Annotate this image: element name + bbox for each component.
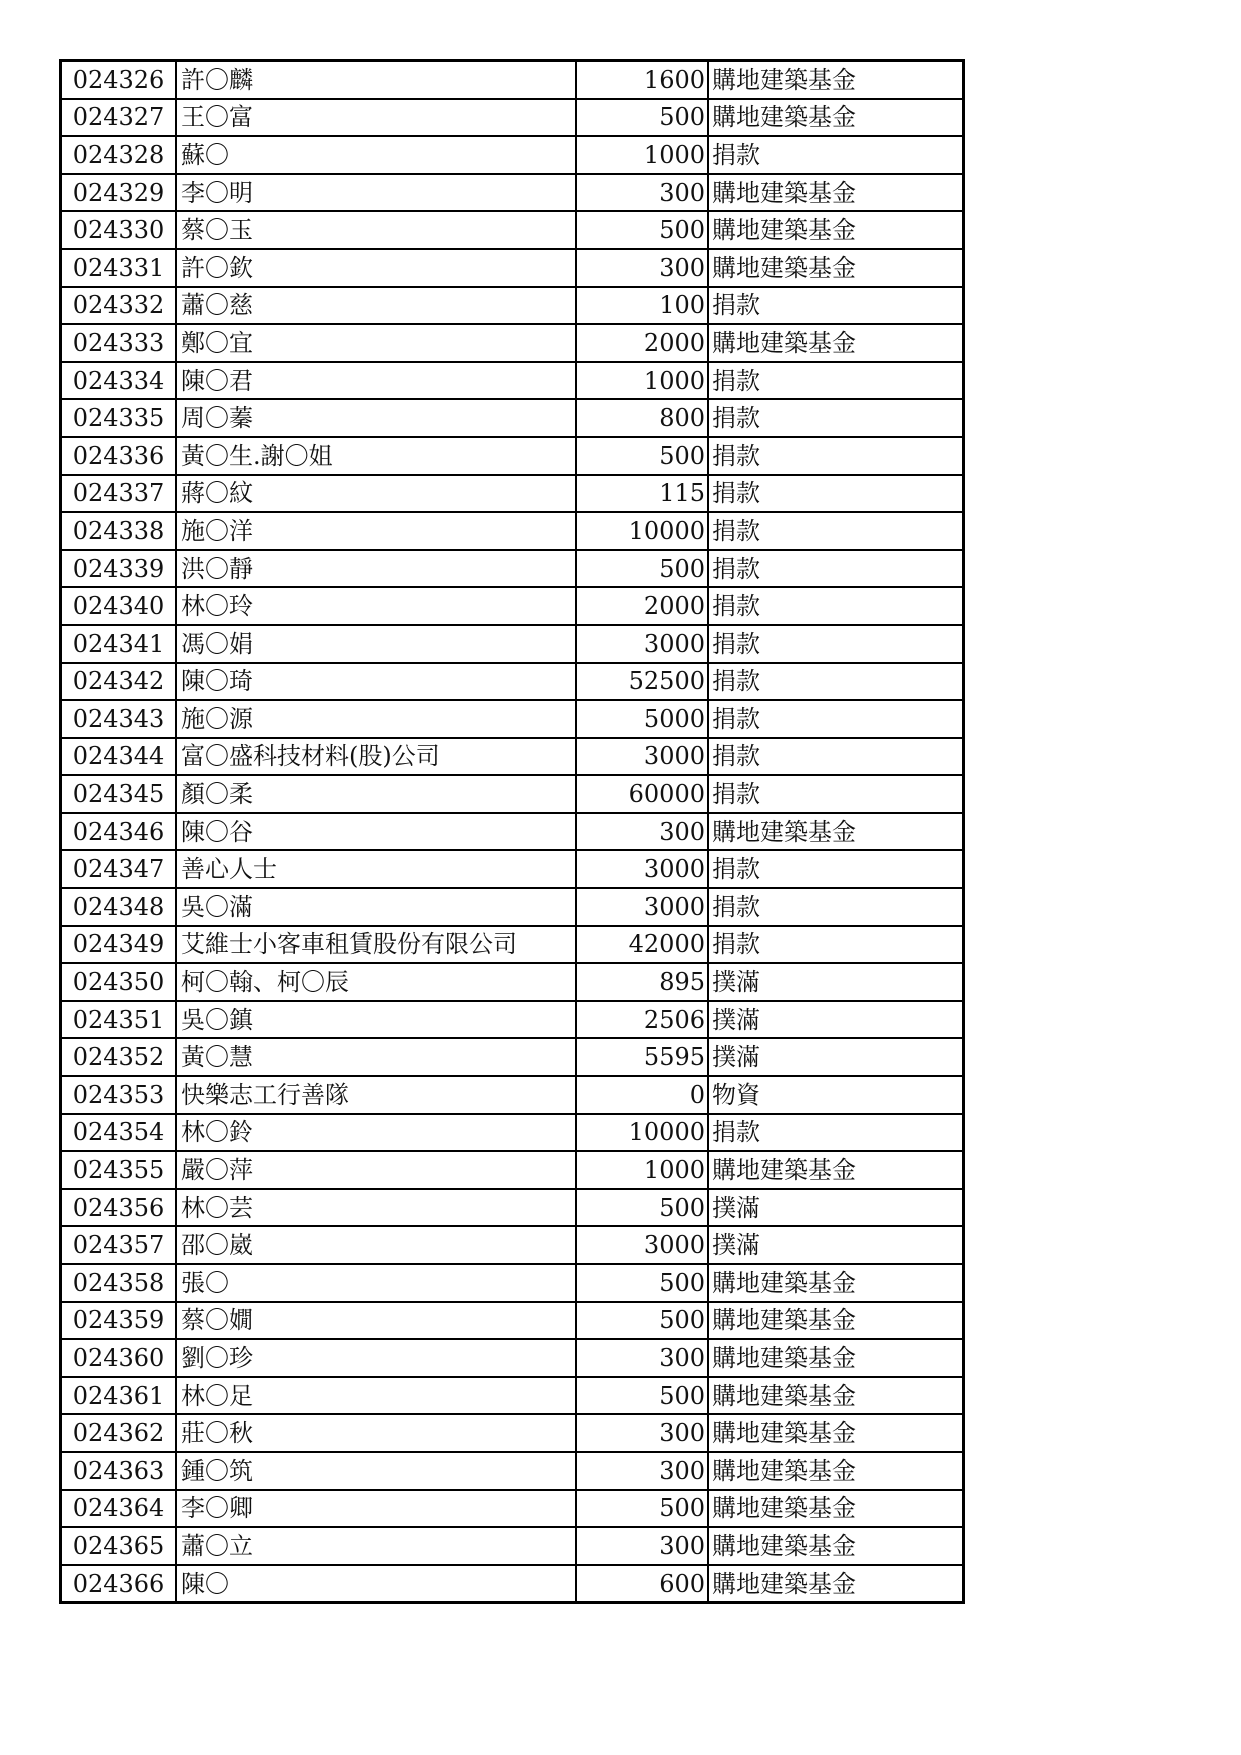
amount-cell: 500 xyxy=(576,437,708,475)
donor-name-cell: 吳〇滿 xyxy=(176,888,576,926)
receipt-number-cell: 024340 xyxy=(61,587,177,625)
table-row xyxy=(61,324,964,362)
amount-cell: 500 xyxy=(576,1302,708,1340)
receipt-number-cell: 024360 xyxy=(61,1339,177,1377)
donor-name-cell: 蔡〇玉 xyxy=(176,211,576,249)
receipt-number-cell: 024326 xyxy=(61,61,177,99)
receipt-number-cell: 024361 xyxy=(61,1377,177,1415)
table-row xyxy=(61,926,964,964)
donation-rows xyxy=(61,61,964,1603)
receipt-number-cell: 024366 xyxy=(61,1565,177,1603)
receipt-number-cell: 024342 xyxy=(61,663,177,701)
table-row xyxy=(61,850,964,888)
amount-cell: 2000 xyxy=(576,587,708,625)
donation-type-cell: 捐款 xyxy=(708,136,964,174)
table-row xyxy=(61,700,964,738)
donor-name-cell: 許〇欽 xyxy=(176,249,576,287)
table-row xyxy=(61,738,964,776)
table-row xyxy=(61,1264,964,1302)
table-row xyxy=(61,287,964,325)
donation-type-cell: 購地建築基金 xyxy=(708,174,964,212)
donor-name-cell: 鍾〇筑 xyxy=(176,1452,576,1490)
amount-cell: 500 xyxy=(576,1264,708,1302)
table-row xyxy=(61,1151,964,1189)
table-row xyxy=(61,775,964,813)
receipt-number-cell: 024333 xyxy=(61,324,177,362)
amount-cell: 42000 xyxy=(576,926,708,964)
amount-cell: 500 xyxy=(576,1377,708,1415)
amount-cell: 10000 xyxy=(576,512,708,550)
receipt-number-cell: 024350 xyxy=(61,963,177,1001)
table-row xyxy=(61,1565,964,1603)
donation-type-cell: 購地建築基金 xyxy=(708,1339,964,1377)
donor-name-cell: 李〇明 xyxy=(176,174,576,212)
amount-cell: 0 xyxy=(576,1076,708,1114)
receipt-number-cell: 024329 xyxy=(61,174,177,212)
amount-cell: 300 xyxy=(576,813,708,851)
table-row xyxy=(61,1001,964,1039)
table-row xyxy=(61,963,964,1001)
table-row xyxy=(61,249,964,287)
table-row xyxy=(61,1452,964,1490)
receipt-number-cell: 024355 xyxy=(61,1151,177,1189)
donor-name-cell: 馮〇娟 xyxy=(176,625,576,663)
table-row xyxy=(61,1189,964,1227)
receipt-number-cell: 024352 xyxy=(61,1038,177,1076)
donor-name-cell: 施〇源 xyxy=(176,700,576,738)
receipt-number-cell: 024354 xyxy=(61,1114,177,1152)
amount-cell: 100 xyxy=(576,287,708,325)
donor-name-cell: 蕭〇立 xyxy=(176,1527,576,1565)
donation-type-cell: 捐款 xyxy=(708,625,964,663)
donation-type-cell: 物資 xyxy=(708,1076,964,1114)
donation-type-cell: 捐款 xyxy=(708,475,964,513)
donor-name-cell: 林〇鈴 xyxy=(176,1114,576,1152)
amount-cell: 300 xyxy=(576,1527,708,1565)
amount-cell: 60000 xyxy=(576,775,708,813)
table-row xyxy=(61,1302,964,1340)
donation-type-cell: 購地建築基金 xyxy=(708,61,964,99)
donor-name-cell: 黃〇生.謝〇姐 xyxy=(176,437,576,475)
donation-type-cell: 購地建築基金 xyxy=(708,1302,964,1340)
amount-cell: 1000 xyxy=(576,136,708,174)
receipt-number-cell: 024348 xyxy=(61,888,177,926)
donation-type-cell: 捐款 xyxy=(708,888,964,926)
donation-type-cell: 購地建築基金 xyxy=(708,1414,964,1452)
amount-cell: 52500 xyxy=(576,663,708,701)
table-row xyxy=(61,174,964,212)
donor-name-cell: 艾維士小客車租賃股份有限公司 xyxy=(176,926,576,964)
donation-type-cell: 購地建築基金 xyxy=(708,211,964,249)
donation-type-cell: 捐款 xyxy=(708,362,964,400)
table-row xyxy=(61,475,964,513)
table-row xyxy=(61,813,964,851)
receipt-number-cell: 024327 xyxy=(61,99,177,137)
donor-name-cell: 鄭〇宜 xyxy=(176,324,576,362)
table-row xyxy=(61,437,964,475)
donor-name-cell: 莊〇秋 xyxy=(176,1414,576,1452)
amount-cell: 300 xyxy=(576,1452,708,1490)
donor-name-cell: 陳〇琦 xyxy=(176,663,576,701)
donor-name-cell: 陳〇君 xyxy=(176,362,576,400)
donation-type-cell: 購地建築基金 xyxy=(708,813,964,851)
table-row xyxy=(61,888,964,926)
table-row xyxy=(61,61,964,99)
table-row xyxy=(61,1226,964,1264)
donation-type-cell: 購地建築基金 xyxy=(708,1565,964,1603)
donation-type-cell: 購地建築基金 xyxy=(708,1527,964,1565)
donation-type-cell: 捐款 xyxy=(708,1114,964,1152)
donation-type-cell: 撲滿 xyxy=(708,963,964,1001)
amount-cell: 300 xyxy=(576,174,708,212)
donor-name-cell: 張〇 xyxy=(176,1264,576,1302)
receipt-number-cell: 024334 xyxy=(61,362,177,400)
receipt-number-cell: 024347 xyxy=(61,850,177,888)
donor-name-cell: 黃〇慧 xyxy=(176,1038,576,1076)
table-row xyxy=(61,1490,964,1528)
amount-cell: 500 xyxy=(576,1490,708,1528)
receipt-number-cell: 024335 xyxy=(61,399,177,437)
table-row xyxy=(61,1038,964,1076)
donor-name-cell: 李〇卿 xyxy=(176,1490,576,1528)
receipt-number-cell: 024353 xyxy=(61,1076,177,1114)
receipt-number-cell: 024338 xyxy=(61,512,177,550)
amount-cell: 500 xyxy=(576,550,708,588)
donation-type-cell: 捐款 xyxy=(708,399,964,437)
receipt-number-cell: 024345 xyxy=(61,775,177,813)
table-row xyxy=(61,1114,964,1152)
donation-type-cell: 捐款 xyxy=(708,738,964,776)
donor-name-cell: 洪〇靜 xyxy=(176,550,576,588)
amount-cell: 115 xyxy=(576,475,708,513)
receipt-number-cell: 024336 xyxy=(61,437,177,475)
table-row xyxy=(61,663,964,701)
amount-cell: 3000 xyxy=(576,850,708,888)
donation-type-cell: 購地建築基金 xyxy=(708,249,964,287)
donor-name-cell: 陳〇 xyxy=(176,1565,576,1603)
donor-name-cell: 許〇麟 xyxy=(176,61,576,99)
receipt-number-cell: 024359 xyxy=(61,1302,177,1340)
donor-name-cell: 劉〇珍 xyxy=(176,1339,576,1377)
donor-name-cell: 施〇洋 xyxy=(176,512,576,550)
donor-name-cell: 周〇蓁 xyxy=(176,399,576,437)
table-row xyxy=(61,625,964,663)
amount-cell: 600 xyxy=(576,1565,708,1603)
donor-name-cell: 林〇足 xyxy=(176,1377,576,1415)
donation-type-cell: 購地建築基金 xyxy=(708,324,964,362)
donor-name-cell: 吳〇鎮 xyxy=(176,1001,576,1039)
donor-name-cell: 邵〇崴 xyxy=(176,1226,576,1264)
donor-name-cell: 林〇芸 xyxy=(176,1189,576,1227)
amount-cell: 1000 xyxy=(576,1151,708,1189)
table-row xyxy=(61,1076,964,1114)
amount-cell: 300 xyxy=(576,1339,708,1377)
table-row xyxy=(61,211,964,249)
donation-type-cell: 捐款 xyxy=(708,700,964,738)
amount-cell: 500 xyxy=(576,99,708,137)
amount-cell: 300 xyxy=(576,1414,708,1452)
donation-type-cell: 撲滿 xyxy=(708,1226,964,1264)
receipt-number-cell: 024362 xyxy=(61,1414,177,1452)
donation-type-cell: 捐款 xyxy=(708,926,964,964)
table-row xyxy=(61,587,964,625)
donation-type-cell: 捐款 xyxy=(708,437,964,475)
table-row xyxy=(61,1339,964,1377)
donation-type-cell: 購地建築基金 xyxy=(708,1452,964,1490)
table-row xyxy=(61,136,964,174)
donation-type-cell: 購地建築基金 xyxy=(708,99,964,137)
amount-cell: 895 xyxy=(576,963,708,1001)
receipt-number-cell: 024364 xyxy=(61,1490,177,1528)
donation-type-cell: 購地建築基金 xyxy=(708,1264,964,1302)
donation-type-cell: 捐款 xyxy=(708,512,964,550)
donor-name-cell: 陳〇谷 xyxy=(176,813,576,851)
receipt-number-cell: 024356 xyxy=(61,1189,177,1227)
receipt-number-cell: 024337 xyxy=(61,475,177,513)
table-row xyxy=(61,1527,964,1565)
donation-table xyxy=(59,59,965,1604)
donation-type-cell: 捐款 xyxy=(708,550,964,588)
receipt-number-cell: 024349 xyxy=(61,926,177,964)
amount-cell: 3000 xyxy=(576,625,708,663)
table-row xyxy=(61,1414,964,1452)
table-row xyxy=(61,550,964,588)
donation-type-cell: 撲滿 xyxy=(708,1001,964,1039)
receipt-number-cell: 024357 xyxy=(61,1226,177,1264)
donation-type-cell: 撲滿 xyxy=(708,1189,964,1227)
table-row xyxy=(61,399,964,437)
receipt-number-cell: 024344 xyxy=(61,738,177,776)
amount-cell: 5000 xyxy=(576,700,708,738)
donor-name-cell: 善心人士 xyxy=(176,850,576,888)
donation-type-cell: 捐款 xyxy=(708,775,964,813)
receipt-number-cell: 024363 xyxy=(61,1452,177,1490)
receipt-number-cell: 024351 xyxy=(61,1001,177,1039)
donor-name-cell: 蔣〇紋 xyxy=(176,475,576,513)
donation-type-cell: 購地建築基金 xyxy=(708,1377,964,1415)
donor-name-cell: 富〇盛科技材料(股)公司 xyxy=(176,738,576,776)
donation-type-cell: 捐款 xyxy=(708,850,964,888)
donation-type-cell: 購地建築基金 xyxy=(708,1490,964,1528)
donation-type-cell: 撲滿 xyxy=(708,1038,964,1076)
receipt-number-cell: 024343 xyxy=(61,700,177,738)
donation-type-cell: 捐款 xyxy=(708,287,964,325)
amount-cell: 1000 xyxy=(576,362,708,400)
table-row xyxy=(61,362,964,400)
donor-name-cell: 蔡〇嫺 xyxy=(176,1302,576,1340)
amount-cell: 2506 xyxy=(576,1001,708,1039)
receipt-number-cell: 024341 xyxy=(61,625,177,663)
amount-cell: 300 xyxy=(576,249,708,287)
amount-cell: 1600 xyxy=(576,61,708,99)
receipt-number-cell: 024330 xyxy=(61,211,177,249)
donor-name-cell: 顏〇柔 xyxy=(176,775,576,813)
receipt-number-cell: 024365 xyxy=(61,1527,177,1565)
amount-cell: 10000 xyxy=(576,1114,708,1152)
receipt-number-cell: 024328 xyxy=(61,136,177,174)
donation-type-cell: 購地建築基金 xyxy=(708,1151,964,1189)
receipt-number-cell: 024358 xyxy=(61,1264,177,1302)
amount-cell: 3000 xyxy=(576,1226,708,1264)
receipt-number-cell: 024346 xyxy=(61,813,177,851)
donor-name-cell: 王〇富 xyxy=(176,99,576,137)
amount-cell: 500 xyxy=(576,1189,708,1227)
donor-name-cell: 嚴〇萍 xyxy=(176,1151,576,1189)
amount-cell: 800 xyxy=(576,399,708,437)
donor-name-cell: 蘇〇 xyxy=(176,136,576,174)
donor-name-cell: 林〇玲 xyxy=(176,587,576,625)
donor-name-cell: 快樂志工行善隊 xyxy=(176,1076,576,1114)
donation-type-cell: 捐款 xyxy=(708,663,964,701)
receipt-number-cell: 024331 xyxy=(61,249,177,287)
donor-name-cell: 柯〇翰、柯〇辰 xyxy=(176,963,576,1001)
table-row xyxy=(61,512,964,550)
amount-cell: 3000 xyxy=(576,888,708,926)
amount-cell: 500 xyxy=(576,211,708,249)
table-row xyxy=(61,99,964,137)
donor-name-cell: 蕭〇慈 xyxy=(176,287,576,325)
amount-cell: 5595 xyxy=(576,1038,708,1076)
amount-cell: 2000 xyxy=(576,324,708,362)
receipt-number-cell: 024332 xyxy=(61,287,177,325)
table-row xyxy=(61,1377,964,1415)
donation-type-cell: 捐款 xyxy=(708,587,964,625)
amount-cell: 3000 xyxy=(576,738,708,776)
receipt-number-cell: 024339 xyxy=(61,550,177,588)
